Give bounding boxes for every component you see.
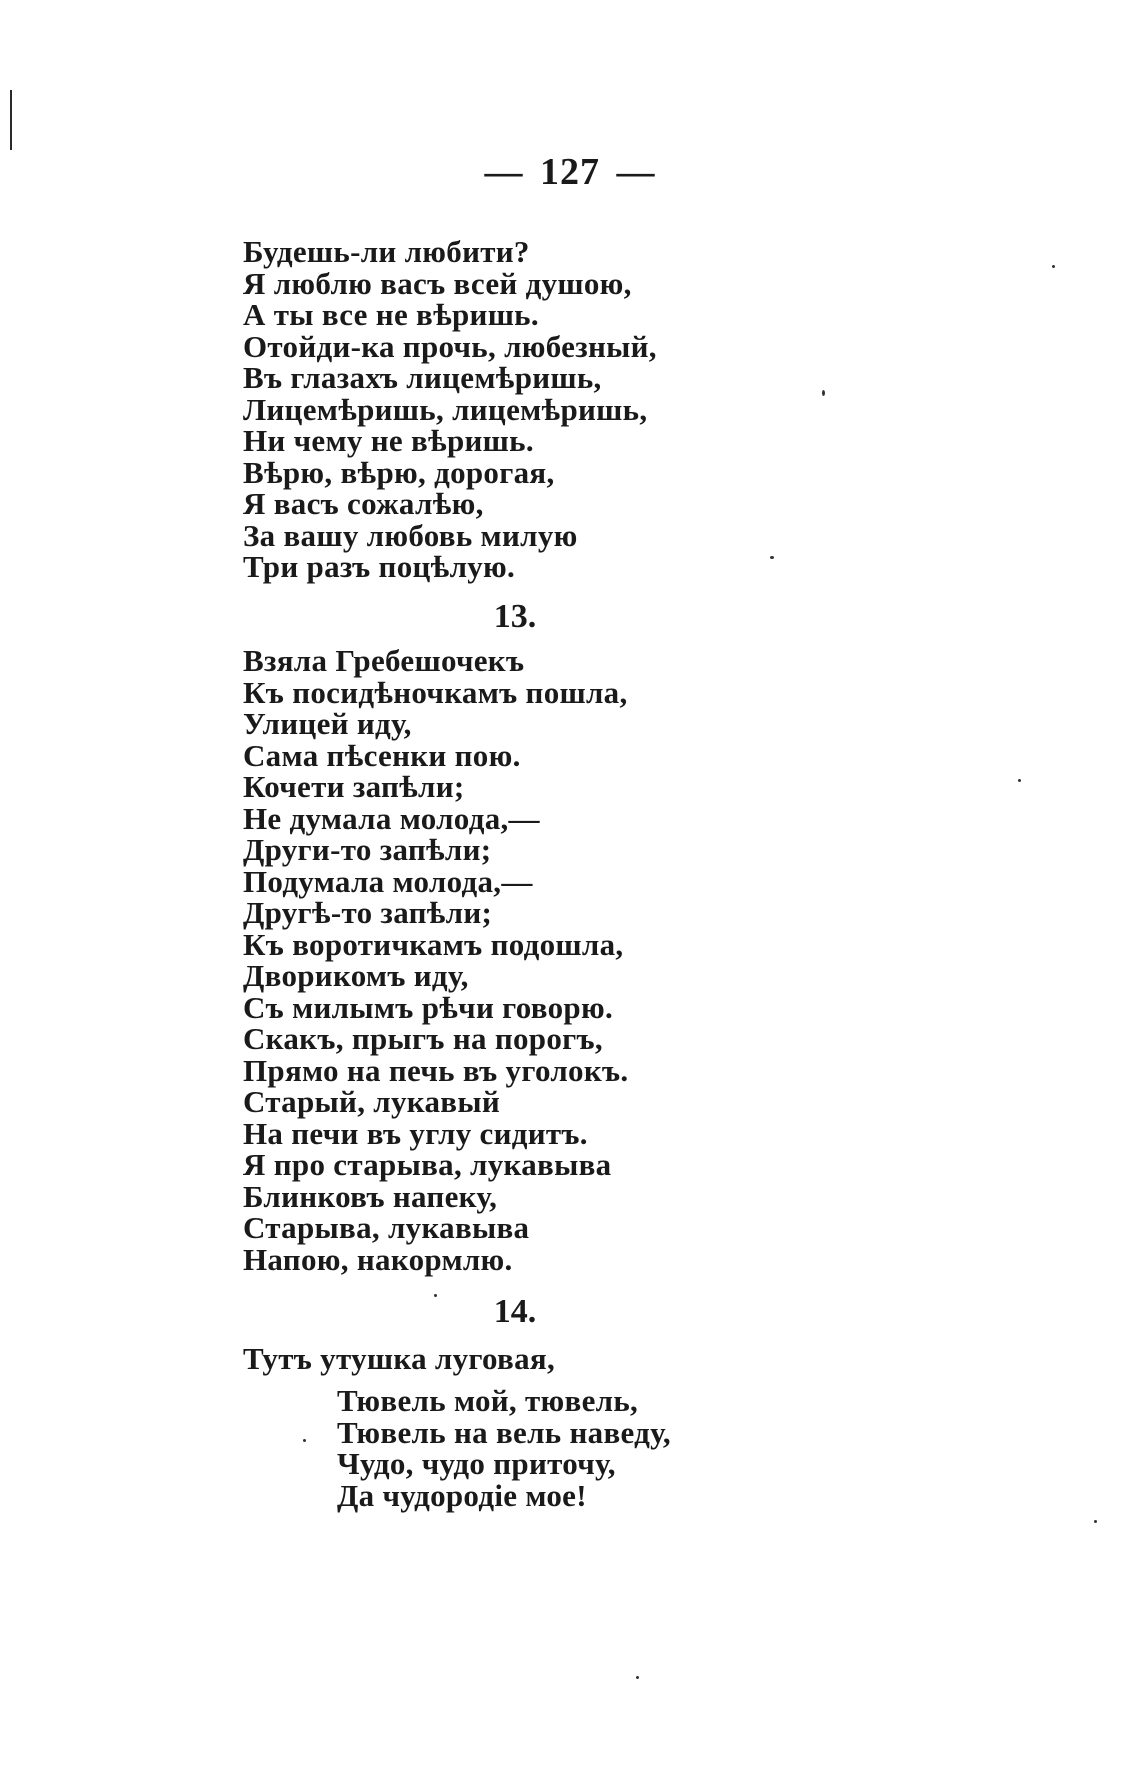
scan-speck [636, 1676, 639, 1679]
song-13 [243, 645, 628, 1275]
verse-line: Прямо на печь въ уголокъ. [243, 1052, 629, 1088]
scan-speck [1094, 1520, 1097, 1523]
verse-line: Сама пѣсенки пою. [243, 737, 521, 773]
verse-line: Въ глазахъ лицемѣришь, [243, 360, 602, 395]
verse-line: Отойди-ка прочь, любезный, [243, 328, 657, 364]
section-number-13: 13. [493, 598, 537, 635]
scan-speck [770, 556, 774, 559]
verse-line: Напою, накормлю. [243, 1241, 513, 1277]
page-number-dash-left: — [484, 151, 524, 193]
page-number-dash-right: — [616, 151, 656, 193]
verse-line: Взяла Гребешочекъ [243, 643, 525, 678]
verse-line: Я люблю васъ всей душою, [243, 265, 632, 301]
verse-line: Я васъ сожалѣю, [243, 486, 484, 521]
stanza-continued [243, 236, 657, 583]
scan-speck [303, 1439, 306, 1442]
verse-line: Съ милымъ рѣчи говорю. [243, 989, 614, 1025]
song-14-opening [243, 1343, 555, 1375]
verse-line: Лицемѣришь, лицемѣришь, [243, 391, 648, 427]
refrain-line: Тювель на вель наведу, [337, 1414, 671, 1450]
verse-line: Ни чему не вѣришь. [243, 423, 534, 458]
refrain-line: Тювель мой, тювель, [337, 1383, 639, 1418]
song-14-refrain [337, 1385, 671, 1511]
verse-line: Тутъ утушка луговая, [243, 1341, 556, 1376]
verse-line: Кочети запѣли; [243, 769, 465, 804]
scan-speck [822, 390, 825, 396]
verse-line: Старыва, лукавыва [243, 1210, 530, 1245]
verse-line: На печи въ углу сидитъ. [243, 1115, 588, 1151]
verse-line: Я про старыва, лукавыва [243, 1147, 612, 1182]
verse-line: Старый, лукавый [243, 1084, 500, 1119]
verse-line: Другѣ-то запѣли; [243, 895, 493, 930]
scan-speck [434, 1294, 437, 1297]
verse-line: А ты все не вѣришь. [243, 297, 539, 332]
page-number-value: 127 [540, 151, 600, 193]
refrain-line: Чудо, чудо приточу, [337, 1446, 616, 1481]
verse-line: Блинковъ напеку, [243, 1178, 498, 1214]
verse-line: Вѣрю, вѣрю, дорогая, [243, 454, 555, 490]
page-number [0, 150, 1140, 194]
scan-speck [1018, 779, 1021, 782]
refrain-line: Да чудородіе мое! [337, 1477, 587, 1513]
section-number-14: 14. [493, 1293, 537, 1330]
verse-line: Будешь-ли любити? [243, 234, 530, 269]
verse-line: Три разъ поцѣлую. [243, 549, 516, 584]
scan-speck [1052, 265, 1055, 268]
verse-line: Не думала молода,— [243, 800, 540, 836]
verse-line: Скакъ, прыгъ на порогъ, [243, 1021, 603, 1056]
verse-line: Къ посидѣночкамъ пошла, [243, 674, 628, 710]
verse-line: Други-то запѣли; [243, 832, 492, 867]
verse-line: Улицей иду, [243, 706, 412, 741]
verse-line: Дворикомъ иду, [243, 958, 469, 993]
verse-line: Подумала молода,— [243, 863, 533, 899]
margin-scan-line [10, 90, 12, 150]
verse-line: Къ воротичкамъ подошла, [243, 926, 624, 962]
verse-line: За вашу любовь милую [243, 517, 578, 553]
